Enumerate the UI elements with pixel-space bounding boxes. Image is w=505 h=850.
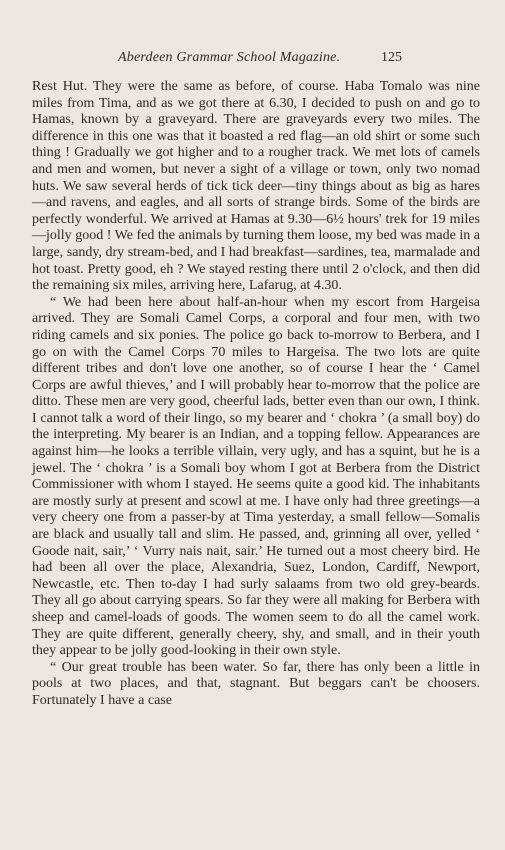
article-body <box>32 79 480 710</box>
paragraph: Rest Hut. They were the same as before, of course. Haba Tomalo was nine miles from Tima, and as we got there at 6.30, I decided to push on and go to Hamas, known by a graveyard. There are graveyards every two miles. The difference in this one was that it boasted a red flag—an old shirt or some such thing ! Gradually we got higher and to a rougher track. We met lots of camels and men and women, but never a sight of a village or town, only two nomad huts. We saw several herds of tick tick deer—tiny things about as big as hares—and ravens, and eagles, and all sorts of strange birds. Some of the birds are perfectly wonderful. We arrived at Hamas at 9.30—6½ hours' trek for 19 miles—jolly good ! We fed the animals by turning them loose, my bed was made in a large, sandy, dry stream-bed, and I had breakfast—sardines, tea, marmalade and hot toast. Pretty good, eh ? We stayed resting there until 2 o'clock, and then did the remaining six miles, arriving here, Lafarug, at 4.30. <box>32 79 480 294</box>
page-header <box>0 50 505 70</box>
paragraph: “ Our great trouble has been water. So far, there has only been a little in pools at two places, and that, stagnant. But beggars can't be choosers. Fortunately I have a case <box>32 659 480 708</box>
paragraph: “ We had been here about half-an-hour when my escort from Hargeisa arrived. They are Somali Camel Corps, a corporal and four men, with two riding camels and six ponies. The police go back to-morrow to Berbera, and I go on with the Camel Corps 70 miles to Hargeisa. The two lots are quite different tribes and don't love one another, so of course I hear the ‘ Camel Corps are awful thieves,’ and I will probably hear to-morrow that the police are ditto. These men are very good, cheerful lads, better even than our own, I think. I cannot talk a word of their lingo, so my bearer and ‘ chokra ’ (a small boy) do the interpreting. My bearer is an Indian, and a topping fellow. Appearances are against him—he looks a terrible villain, very ugly, and has a squint, but he is a jewel. The ‘ chokra ’ is a Somali boy whom I got at Berbera from the District Commissioner with whom I stayed. He seems quite a good kid. The inhabitants are mostly surly at present and scowl at me. I have only had three greetings—a very cheery one from a passer-by at Tima yesterday, a small fellow—Somalis are black and usually tall and slim. He passed, and, grinning all over, yelled ‘ Goode nait, sair,’ ‘ Vurry nais nait, sair.’ He turned out a most cheery bird. He had been all over the place, Alexandria, Suez, London, Cardiff, Newport, Newcastle, etc. Then to-day I had surly salaams from two old grey-beards. They all go about carrying spears. So far they were all making for Berbera with sheep and camel-loads of goods. The women seem to do all the camel work. They are quite different, generally cheery, shy, and small, and in their youth they appear to be jolly good-looking in their own style. <box>32 294 480 659</box>
running-title: Aberdeen Grammar School Magazine. <box>118 50 341 65</box>
page-number: 125 <box>381 50 402 65</box>
